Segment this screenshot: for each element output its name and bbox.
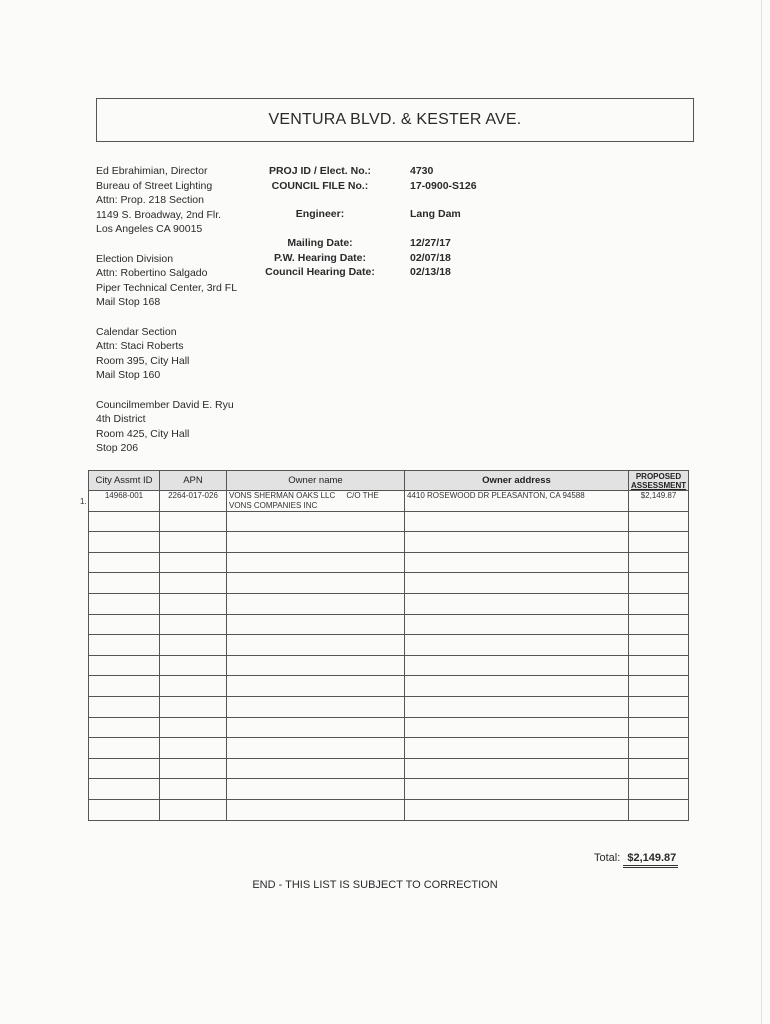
header-proposed-line1: PROPOSED: [635, 471, 682, 481]
table-cell-empty: [227, 799, 405, 820]
table-cell-empty: [227, 779, 405, 800]
owner-name-line2: VONS COMPANIES INC: [229, 500, 318, 510]
address-line: Calendar Section: [96, 325, 177, 338]
mailing-date-value: 12/27/17: [410, 237, 451, 249]
address-line: Attn: Robertino Salgado: [96, 267, 208, 280]
assessment-table: [88, 470, 689, 821]
table-row-empty: [89, 696, 689, 717]
table-cell-empty: [160, 532, 227, 553]
table-cell-empty: [89, 511, 160, 532]
table-cell-empty: [227, 758, 405, 779]
cell-proposed-assessment: $2,149.87: [629, 491, 689, 512]
table-cell-empty: [89, 552, 160, 573]
table-cell-empty: [629, 552, 689, 573]
table-cell-empty: [405, 552, 629, 573]
table-cell-empty: [160, 552, 227, 573]
table-cell-empty: [160, 511, 227, 532]
engineer-value: Lang Dam: [410, 208, 461, 220]
cell-city-assmt-id: 14968-001: [89, 491, 160, 512]
footer-note: END - THIS LIST IS SUBJECT TO CORRECTION: [252, 879, 498, 891]
cell-apn: 2264-017-026: [160, 491, 227, 512]
table-cell-empty: [227, 614, 405, 635]
table-cell-empty: [405, 532, 629, 553]
table-cell-empty: [89, 635, 160, 656]
council-hearing-label: Council Hearing Date:: [265, 266, 375, 279]
table-cell-empty: [89, 696, 160, 717]
table-cell-empty: [160, 593, 227, 614]
table-cell-empty: [227, 552, 405, 573]
table-cell-empty: [629, 593, 689, 614]
header-city-assmt-id: City Assmt ID: [89, 471, 160, 491]
total-value: $2,149.87: [623, 852, 678, 868]
total: [594, 852, 678, 868]
table-row: [89, 491, 689, 512]
table-cell-empty: [405, 799, 629, 820]
table-cell-empty: [629, 738, 689, 759]
address-block-lighting: [96, 164, 237, 237]
table-cell-empty: [160, 573, 227, 594]
owner-name-line1: VONS SHERMAN OAKS LLC C/O THE: [229, 491, 379, 500]
address-line: 4th District: [96, 413, 146, 426]
table-cell-empty: [405, 758, 629, 779]
table-cell-empty: [227, 738, 405, 759]
table-cell-empty: [89, 532, 160, 553]
project-values-dates: [410, 236, 451, 280]
table-cell-empty: [227, 676, 405, 697]
table-cell-empty: [405, 779, 629, 800]
page-edge: [761, 0, 762, 1024]
table-cell-empty: [629, 614, 689, 635]
address-block-councilmember: [96, 398, 237, 456]
table-cell-empty: [405, 676, 629, 697]
table-cell-empty: [89, 655, 160, 676]
table-cell-empty: [89, 573, 160, 594]
project-labels-dates: [240, 236, 400, 280]
table-cell-empty: [227, 511, 405, 532]
project-labels-top: [240, 164, 400, 193]
document-title: VENTURA BLVD. & KESTER AVE.: [96, 98, 694, 142]
table-row-empty: [89, 779, 689, 800]
address-line: Mail Stop 168: [96, 296, 161, 309]
table-cell-empty: [160, 758, 227, 779]
address-block-calendar: [96, 325, 237, 383]
table-cell-empty: [160, 655, 227, 676]
table-row-empty: [89, 655, 689, 676]
table-cell-empty: [89, 738, 160, 759]
table-cell-empty: [89, 779, 160, 800]
address-line: Bureau of Street Lighting: [96, 179, 213, 192]
table-cell-empty: [405, 614, 629, 635]
table-row-empty: [89, 635, 689, 656]
table-header-row: [89, 471, 689, 491]
table-row-empty: [89, 676, 689, 697]
table-cell-empty: [89, 717, 160, 738]
table-cell-empty: [227, 532, 405, 553]
project-labels-engineer: [240, 207, 400, 222]
table-cell-empty: [89, 614, 160, 635]
table-cell-empty: [227, 655, 405, 676]
table-cell-empty: [629, 799, 689, 820]
table-cell-empty: [160, 738, 227, 759]
table-cell-empty: [160, 779, 227, 800]
table-cell-empty: [629, 655, 689, 676]
table-row-empty: [89, 552, 689, 573]
table-cell-empty: [629, 635, 689, 656]
table-cell-empty: [227, 717, 405, 738]
address-line: Room 395, City Hall: [96, 354, 190, 367]
project-values-top: [410, 164, 477, 193]
mailing-date-label: Mailing Date:: [287, 237, 353, 249]
table-row-empty: [89, 738, 689, 759]
header-owner-name: Owner name: [227, 471, 405, 491]
address-line: Ed Ebrahimian, Director: [96, 165, 208, 177]
header-proposed-assessment: [629, 471, 689, 491]
table-row-empty: [89, 511, 689, 532]
table-cell-empty: [160, 614, 227, 635]
table-row-empty: [89, 573, 689, 594]
address-line: Room 425, City Hall: [96, 427, 190, 440]
address-line: Election Division: [96, 252, 174, 265]
table-row-empty: [89, 799, 689, 820]
row-number: 1.: [80, 497, 87, 506]
table-cell-empty: [227, 696, 405, 717]
table-cell-empty: [405, 573, 629, 594]
table-cell-empty: [629, 511, 689, 532]
table-cell-empty: [89, 593, 160, 614]
table-cell-empty: [405, 511, 629, 532]
table-cell-empty: [405, 593, 629, 614]
address-line: Stop 206: [96, 442, 139, 455]
table-cell-empty: [629, 573, 689, 594]
table-cell-empty: [89, 676, 160, 697]
table-cell-empty: [160, 635, 227, 656]
table-cell-empty: [227, 593, 405, 614]
address-line: Attn: Staci Roberts: [96, 340, 184, 353]
total-label: Total:: [594, 852, 621, 864]
table-row-empty: [89, 717, 689, 738]
council-hearing-value: 02/13/18: [410, 266, 451, 279]
table-cell-empty: [160, 676, 227, 697]
address-line: Attn: Prop. 218 Section: [96, 194, 204, 207]
address-line: 1149 S. Broadway, 2nd Flr.: [96, 208, 222, 221]
pw-hearing-value: 02/07/18: [410, 251, 451, 264]
table-cell-empty: [405, 635, 629, 656]
table-cell-empty: [405, 696, 629, 717]
council-file-label: COUNCIL FILE No.:: [271, 179, 369, 192]
address-block-election: [96, 252, 237, 310]
table-cell-empty: [629, 676, 689, 697]
table-cell-empty: [227, 573, 405, 594]
table-cell-empty: [160, 696, 227, 717]
table-cell-empty: [89, 758, 160, 779]
project-values-engineer: [410, 207, 461, 222]
table-row-empty: [89, 614, 689, 635]
cell-owner-name: [227, 491, 405, 512]
table-cell-empty: [89, 799, 160, 820]
header-apn: APN: [160, 471, 227, 491]
table-row-empty: [89, 758, 689, 779]
table-row-empty: [89, 532, 689, 553]
address-line: Los Angeles CA 90015: [96, 223, 203, 236]
engineer-label: Engineer:: [295, 208, 345, 220]
table-cell-empty: [629, 532, 689, 553]
cell-owner-address: 4410 ROSEWOOD DR PLEASANTON, CA 94588: [405, 491, 629, 512]
proj-id-label: PROJ ID / Elect. No.:: [268, 165, 372, 177]
address-line: Councilmember David E. Ryu: [96, 398, 234, 411]
table-cell-empty: [629, 758, 689, 779]
table-cell-empty: [405, 655, 629, 676]
table-cell-empty: [629, 779, 689, 800]
pw-hearing-label: P.W. Hearing Date:: [274, 251, 366, 264]
table-cell-empty: [227, 635, 405, 656]
table-cell-empty: [629, 717, 689, 738]
table-cell-empty: [405, 717, 629, 738]
address-line: Mail Stop 160: [96, 369, 161, 382]
header-proposed-line2: ASSESSMENT: [631, 480, 687, 490]
table-cell-empty: [405, 738, 629, 759]
table-cell-empty: [160, 717, 227, 738]
table-cell-empty: [629, 696, 689, 717]
proj-id-value: 4730: [410, 165, 434, 177]
council-file-value: 17-0900-S126: [410, 179, 477, 192]
address-line: Piper Technical Center, 3rd FL: [96, 281, 238, 294]
header-owner-address: Owner address: [405, 471, 629, 491]
table-cell-empty: [160, 799, 227, 820]
address-blocks: [96, 164, 237, 470]
table-row-empty: [89, 593, 689, 614]
